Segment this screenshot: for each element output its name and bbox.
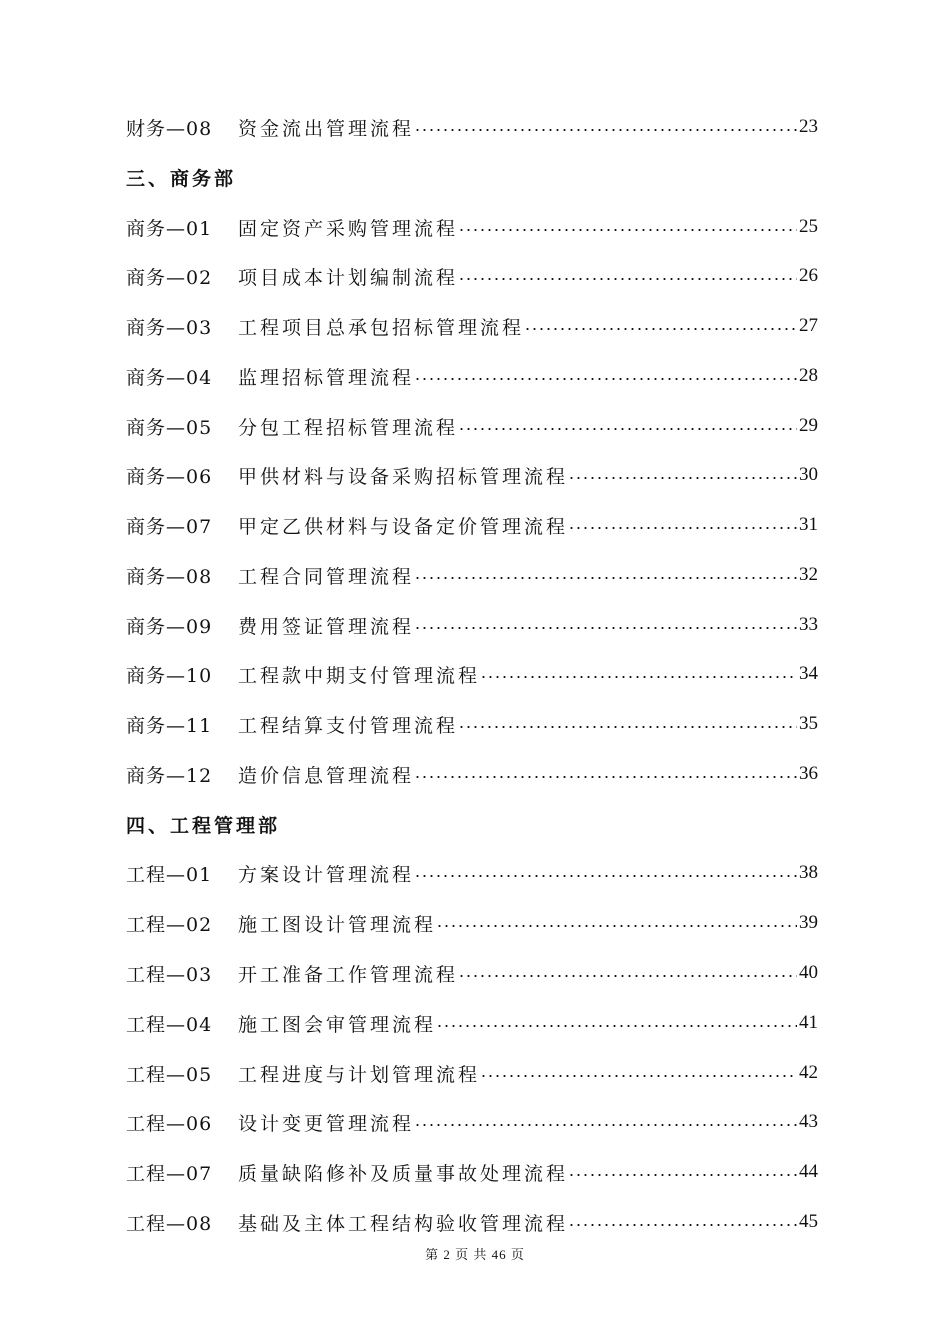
entry-page-number: 36 (799, 763, 818, 784)
entry-page-number: 32 (799, 564, 818, 585)
entry-code: 工程—03 (126, 963, 213, 986)
entry-code: 工程—01 (126, 863, 213, 886)
entry-page-number: 28 (799, 365, 818, 386)
toc-entry[interactable] (126, 659, 818, 689)
toc-entry[interactable] (126, 610, 818, 640)
section-heading: 三、商务部 (126, 167, 237, 190)
entry-title: 基础及主体工程结构验收管理流程 (238, 1212, 569, 1235)
entry-code: 工程—08 (126, 1212, 213, 1235)
entry-code: 商务—09 (126, 615, 213, 638)
entry-title: 甲定乙供材料与设备定价管理流程 (238, 515, 569, 538)
toc-entry[interactable] (126, 1058, 818, 1088)
entry-code: 工程—05 (126, 1063, 213, 1086)
entry-title: 质量缺陷修补及质量事故处理流程 (238, 1162, 569, 1185)
entry-title: 施工图设计管理流程 (238, 913, 437, 936)
dot-leader (458, 726, 797, 728)
toc-entry[interactable] (126, 212, 818, 242)
toc-entry[interactable] (126, 958, 818, 988)
toc-entry[interactable] (126, 411, 818, 441)
toc-entry[interactable] (126, 361, 818, 391)
dot-leader (568, 1224, 797, 1226)
toc-entry[interactable] (126, 560, 818, 590)
entry-page-number: 40 (799, 962, 818, 983)
entry-page-number: 30 (799, 464, 818, 485)
entry-code: 工程—07 (126, 1162, 213, 1185)
entry-title: 造价信息管理流程 (238, 764, 415, 787)
entry-code: 商务—11 (126, 714, 213, 737)
entry-code: 商务—01 (126, 217, 213, 240)
entry-code: 工程—04 (126, 1013, 213, 1036)
toc-entry[interactable] (126, 311, 818, 341)
entry-page-number: 44 (799, 1161, 818, 1182)
dot-leader (414, 378, 797, 380)
entry-title: 工程进度与计划管理流程 (238, 1063, 481, 1086)
toc-entry[interactable] (126, 1207, 818, 1237)
toc-entry[interactable] (126, 1107, 818, 1137)
dot-leader (568, 527, 797, 529)
toc-entry[interactable] (126, 908, 818, 938)
entry-page-number: 25 (799, 216, 818, 237)
entry-code: 商务—12 (126, 764, 213, 787)
entry-page-number: 31 (799, 514, 818, 535)
entry-title: 工程合同管理流程 (238, 565, 415, 588)
entry-page-number: 39 (799, 912, 818, 933)
entry-title: 监理招标管理流程 (238, 366, 415, 389)
entry-title: 工程项目总承包招标管理流程 (238, 316, 525, 339)
entry-page-number: 43 (799, 1111, 818, 1132)
entry-title: 施工图会审管理流程 (238, 1013, 437, 1036)
entry-page-number: 41 (799, 1012, 818, 1033)
dot-leader (414, 875, 797, 877)
toc-entry[interactable] (126, 460, 818, 490)
dot-leader (458, 428, 797, 430)
dot-leader (480, 1075, 797, 1077)
section-heading: 四、工程管理部 (126, 814, 281, 837)
dot-leader (568, 477, 797, 479)
entry-page-number: 45 (799, 1211, 818, 1232)
entry-title: 费用签证管理流程 (238, 615, 415, 638)
entry-title: 固定资产采购管理流程 (238, 217, 459, 240)
dot-leader (480, 676, 797, 678)
entry-title: 分包工程招标管理流程 (238, 416, 459, 439)
entry-code: 商务—04 (126, 366, 213, 389)
dot-leader (414, 627, 797, 629)
toc-entry[interactable] (126, 510, 818, 540)
dot-leader (458, 229, 797, 231)
dot-leader (458, 975, 797, 977)
entry-title: 设计变更管理流程 (238, 1112, 415, 1135)
entry-page-number: 38 (799, 862, 818, 883)
entry-page-number: 27 (799, 315, 818, 336)
entry-title: 开工准备工作管理流程 (238, 963, 459, 986)
dot-leader (414, 1124, 797, 1126)
dot-leader (436, 925, 797, 927)
entry-title: 甲供材料与设备采购招标管理流程 (238, 465, 569, 488)
entry-title: 方案设计管理流程 (238, 863, 415, 886)
entry-page-number: 34 (799, 663, 818, 684)
dot-leader (436, 1025, 797, 1027)
toc-entry[interactable] (126, 1157, 818, 1187)
entry-title: 工程款中期支付管理流程 (238, 664, 481, 687)
entry-code: 商务—02 (126, 266, 213, 289)
entry-page-number: 33 (799, 614, 818, 635)
entry-title: 项目成本计划编制流程 (238, 266, 459, 289)
dot-leader (524, 328, 797, 330)
toc-entry[interactable] (126, 709, 818, 739)
entry-page-number: 23 (799, 116, 818, 137)
toc-entry[interactable] (126, 759, 818, 789)
entry-code: 工程—06 (126, 1112, 213, 1135)
entry-code: 商务—08 (126, 565, 213, 588)
dot-leader (414, 129, 797, 131)
entry-code: 财务—08 (126, 117, 213, 140)
entry-title: 资金流出管理流程 (238, 117, 415, 140)
entry-code: 商务—06 (126, 465, 213, 488)
entry-page-number: 42 (799, 1062, 818, 1083)
entry-code: 商务—05 (126, 416, 213, 439)
entry-page-number: 26 (799, 265, 818, 286)
entry-title: 工程结算支付管理流程 (238, 714, 459, 737)
dot-leader (458, 278, 797, 280)
toc-entry[interactable] (126, 1008, 818, 1038)
entry-page-number: 35 (799, 713, 818, 734)
toc-entry[interactable] (126, 858, 818, 888)
entry-page-number: 29 (799, 415, 818, 436)
entry-code: 工程—02 (126, 913, 213, 936)
entry-code: 商务—03 (126, 316, 213, 339)
page-footer: 第 2 页 共 46 页 (425, 1247, 525, 1262)
dot-leader (414, 776, 797, 778)
toc-entry[interactable] (126, 261, 818, 291)
dot-leader (568, 1174, 797, 1176)
entry-code: 商务—07 (126, 515, 213, 538)
entry-code: 商务—10 (126, 664, 213, 687)
toc-entry[interactable] (126, 112, 818, 142)
dot-leader (414, 577, 797, 579)
